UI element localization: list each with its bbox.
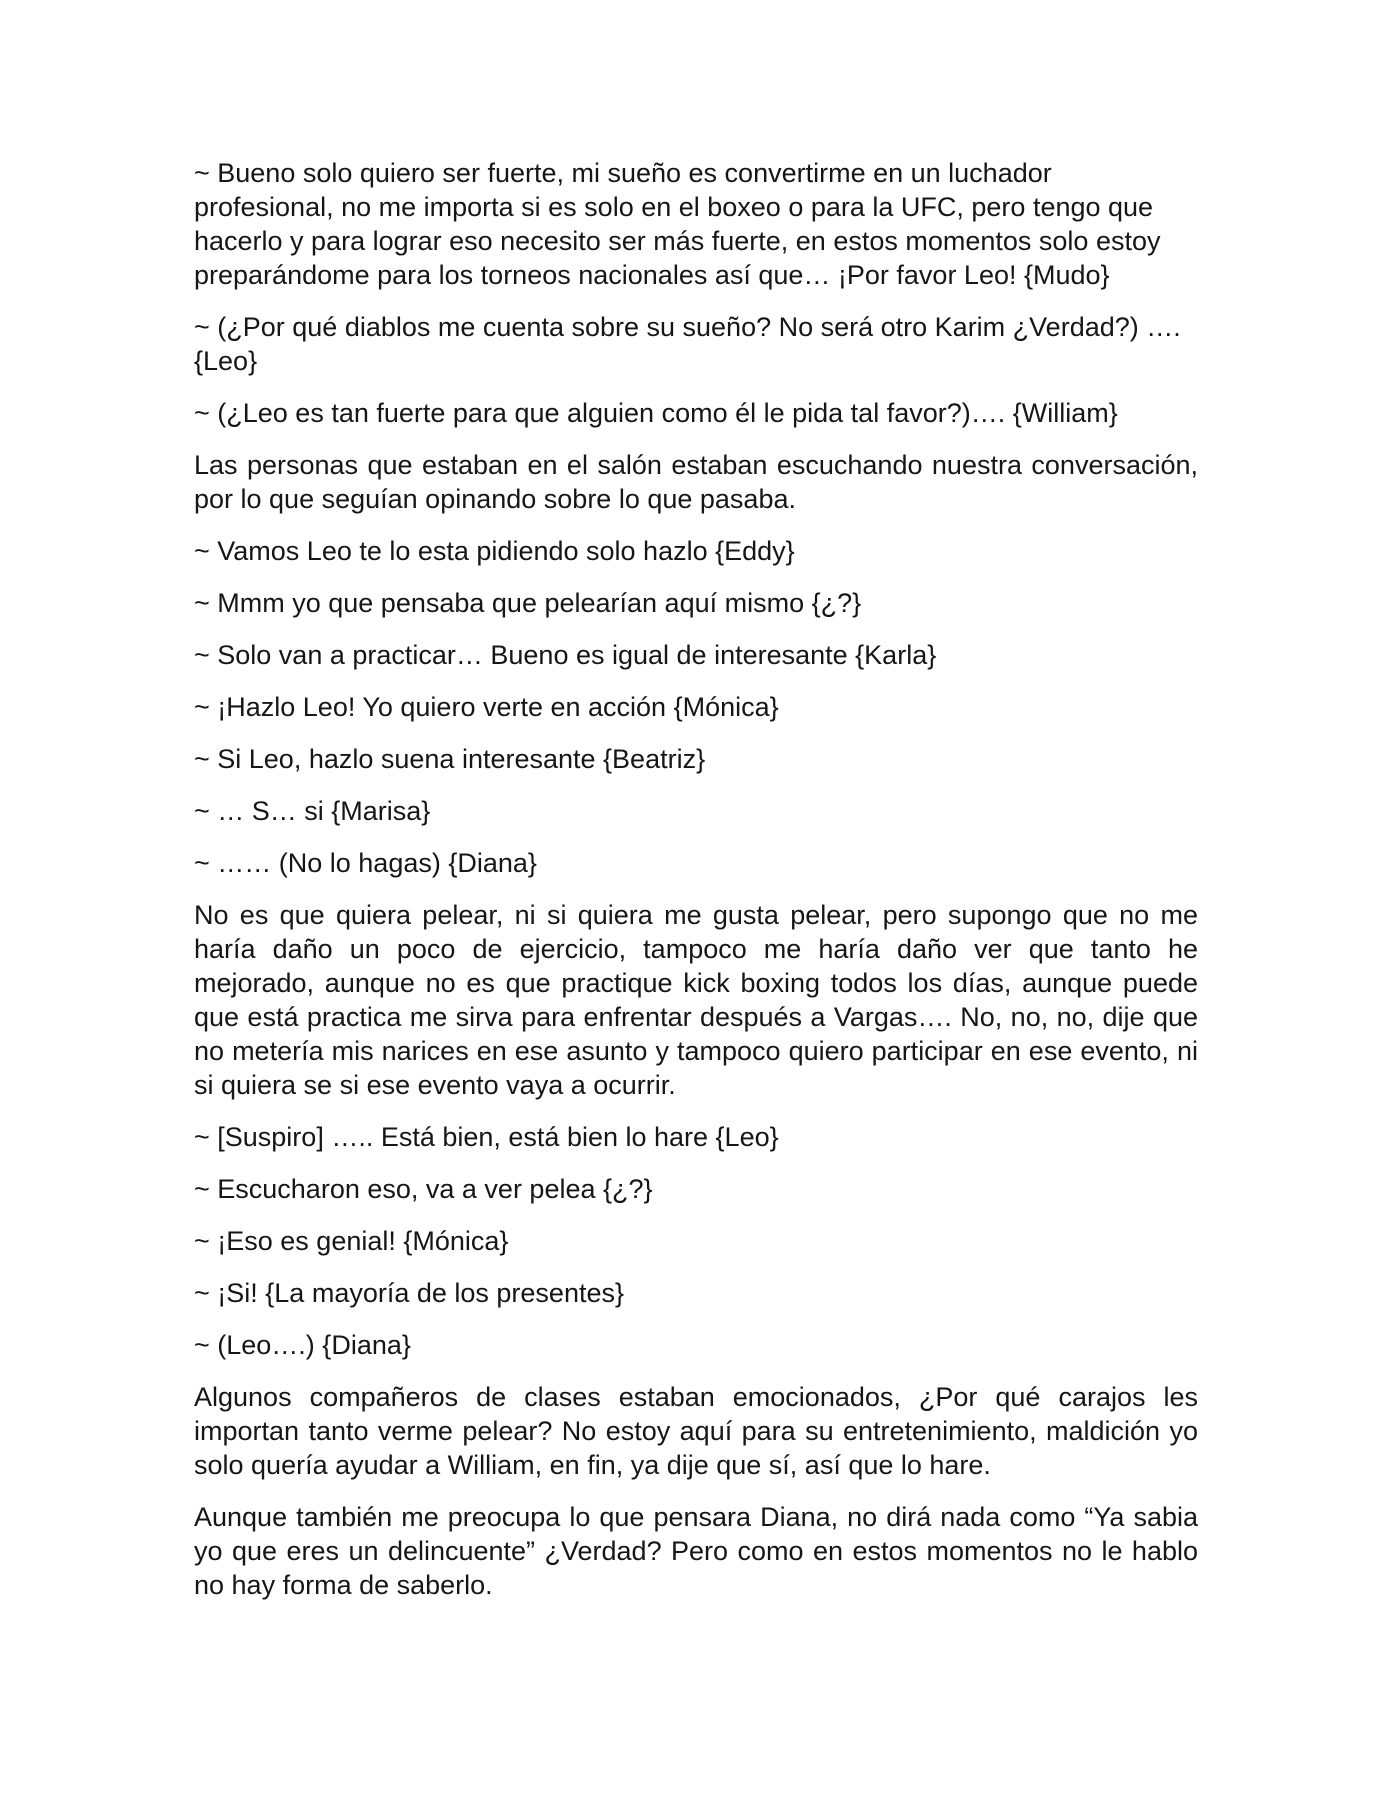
dialogue-line: ~ (¿Por qué diablos me cuenta sobre su sueño? No será otro Karim ¿Verdad?) …. {Leo}: [194, 312, 1181, 376]
dialogue-line: ~ ¡Si! {La mayoría de los presentes}: [194, 1278, 624, 1308]
dialogue-line: ~ …… (No lo hagas) {Diana}: [194, 848, 537, 878]
dialogue-line: ~ (¿Leo es tan fuerte para que alguien como él le pida tal favor?)…. {William}: [194, 398, 1118, 428]
dialogue-line: ~ ¡Eso es genial! {Mónica}: [194, 1226, 509, 1256]
dialogue-line: ~ … S… si {Marisa}: [194, 796, 431, 826]
narration-paragraph: No es que quiera pelear, ni si quiera me gusta pelear, pero supongo que no me haría daño un poco de ejercicio, tampoco me haría daño ver que tanto he mejorado, aunque no es que practique kick boxing todos los días, aunque puede que está practica me sirva para enfrentar después a Vargas…. No, no, no, dije que no metería mis narices en ese asunto y tampoco quiero participar en ese evento, ni si quiera se si ese evento vaya a ocurrir.: [194, 900, 1198, 1100]
dialogue-line: ~ Bueno solo quiero ser fuerte, mi sueño es convertirme en un luchador profesional, no me importa si es solo en el boxeo o para la UFC, pero tengo que hacerlo y para lograr eso necesito ser más fuerte, en estos momentos solo estoy preparándome para los torneos nacionales así que… ¡Por favor Leo! {Mudo}: [194, 158, 1161, 290]
dialogue-line: ~ Escucharon eso, va a ver pelea {¿?}: [194, 1174, 653, 1204]
dialogue-line: ~ (Leo….) {Diana}: [194, 1330, 411, 1360]
dialogue-line: ~ Vamos Leo te lo esta pidiendo solo hazlo {Eddy}: [194, 536, 795, 566]
text-body: [194, 156, 1198, 1620]
dialogue-line: ~ Mmm yo que pensaba que pelearían aquí mismo {¿?}: [194, 588, 862, 618]
narration-paragraph: Aunque también me preocupa lo que pensara Diana, no dirá nada como “Ya sabia yo que eres un delincuente” ¿Verdad? Pero como en estos momentos no le hablo no hay forma de saberlo.: [194, 1502, 1198, 1600]
dialogue-line: ~ Solo van a practicar… Bueno es igual de interesante {Karla}: [194, 640, 937, 670]
dialogue-line: ~ ¡Hazlo Leo! Yo quiero verte en acción {Mónica}: [194, 692, 779, 722]
narration-paragraph: Algunos compañeros de clases estaban emocionados, ¿Por qué carajos les importan tanto verme pelear? No estoy aquí para su entretenimiento, maldición yo solo quería ayudar a William, en fin, ya dije que sí, así que lo hare.: [194, 1382, 1198, 1480]
dialogue-line: ~ Si Leo, hazlo suena interesante {Beatriz}: [194, 744, 706, 774]
dialogue-line: ~ [Suspiro] ….. Está bien, está bien lo hare {Leo}: [194, 1122, 779, 1152]
narration-paragraph: Las personas que estaban en el salón estaban escuchando nuestra conversación, por lo que seguían opinando sobre lo que pasaba.: [194, 450, 1198, 514]
